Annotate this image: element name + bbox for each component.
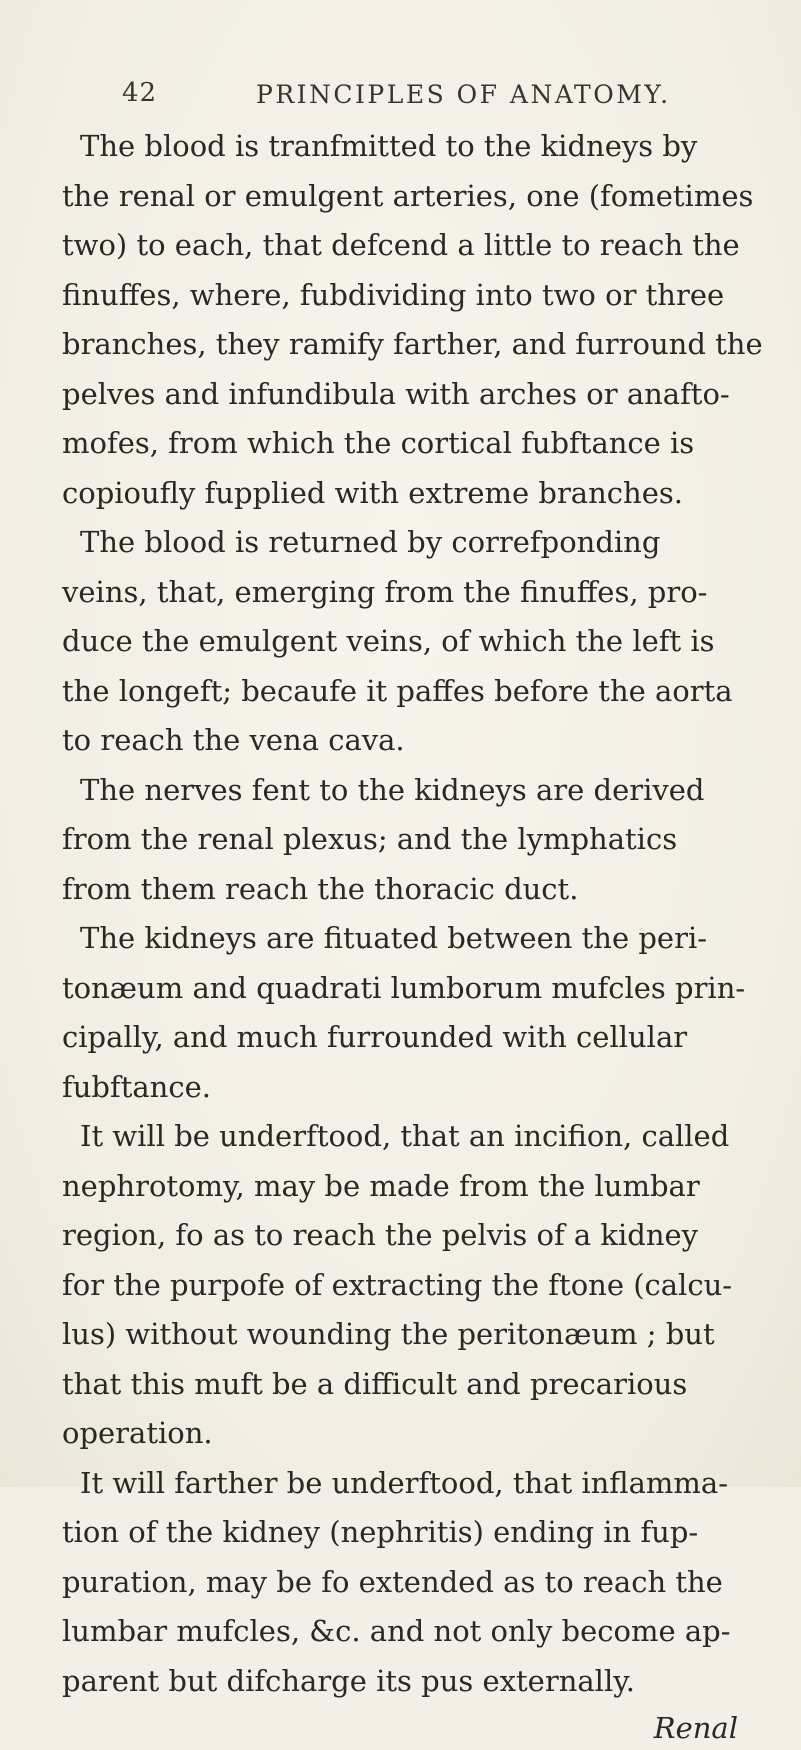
- running-head: PRINCIPLES OF ANATOMY.: [256, 80, 671, 109]
- text-line: veins, that, emerging from the finuffes, pro-: [62, 574, 708, 609]
- text-line: lus) without wounding the peritonæum ; but: [62, 1317, 715, 1351]
- page-number: 42: [122, 78, 158, 108]
- text-line: fubftance.: [62, 1069, 211, 1104]
- text-line: The kidneys are fituated between the peri-: [80, 921, 708, 955]
- catchword: Renal: [653, 1711, 738, 1745]
- text-line: nephrotomy, may be made from the lumbar: [62, 1168, 700, 1203]
- text-line: The nerves fent to the kidneys are derived: [80, 772, 705, 807]
- text-line: finuffes, where, fubdividing into two or three: [62, 277, 725, 312]
- text-line: that this muft be a difficult and precarious: [62, 1366, 688, 1401]
- body-text: [62, 122, 782, 1750]
- text-line: branches, they ramify farther, and furround the: [62, 327, 763, 361]
- text-line: cipally, and much furrounded with cellular: [62, 1020, 688, 1054]
- text-line: from them reach the thoracic duct.: [62, 871, 579, 906]
- text-line: duce the emulgent veins, of which the left is: [62, 624, 715, 658]
- text-line: The blood is returned by correfponding: [80, 525, 661, 559]
- text-line: for the purpofe of extracting the ftone (calcu-: [62, 1267, 733, 1302]
- text-line: It will farther be underftood, that inflamma-: [80, 1465, 729, 1500]
- text-line: two) to each, that defcend a little to reach the: [62, 228, 740, 262]
- catchword-line: [62, 1706, 782, 1750]
- text-line: pelves and infundibula with arches or anafto-: [62, 376, 730, 411]
- text-line: The blood is tranfmitted to the kidneys by: [80, 129, 698, 163]
- text-line: It will be underftood, that an incifion, called: [80, 1119, 730, 1153]
- text-line: the longeft; becaufe it paffes before the aorta: [62, 673, 733, 708]
- text-line: parent but difcharge its pus externally.: [62, 1663, 635, 1698]
- text-line: region, fo as to reach the pelvis of a kidney: [62, 1218, 699, 1252]
- text-line: tion of the kidney (nephritis) ending in fup-: [62, 1515, 699, 1549]
- text-line: mofes, from which the cortical fubftance is: [62, 426, 695, 460]
- page-header: [122, 78, 722, 118]
- text-line: copioufly fupplied with extreme branches.: [62, 475, 683, 510]
- text-line: the renal or emulgent arteries, one (fometimes: [62, 178, 754, 213]
- text-line: to reach the vena cava.: [62, 723, 405, 757]
- text-line: operation.: [62, 1416, 213, 1450]
- text-line: lumbar mufcles, &c. and not only become ap-: [62, 1614, 731, 1648]
- text-line: tonæum and quadrati lumborum mufcles prin-: [62, 970, 746, 1005]
- text-line: puration, may be fo extended as to reach the: [62, 1564, 723, 1599]
- text-line: from the renal plexus; and the lymphatics: [62, 822, 678, 856]
